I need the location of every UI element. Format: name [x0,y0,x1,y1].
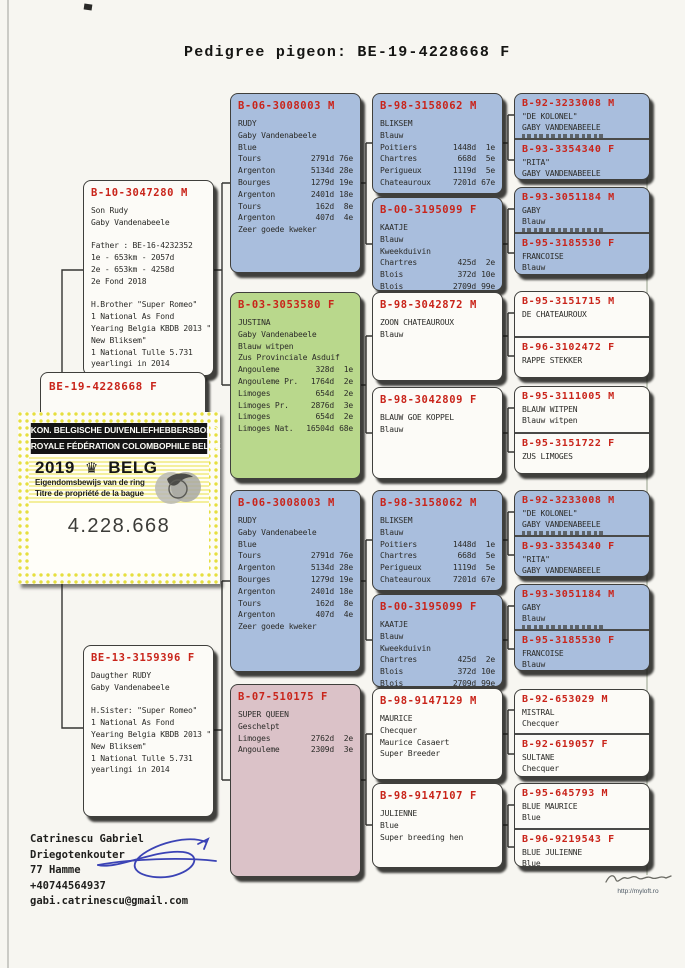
text-line: Blue [380,820,399,830]
ring-number: B-95-3185530 F [522,238,615,249]
text-line: 2e - 653km - 4258d [91,264,175,274]
pedigree-box-bliksem-bottom [372,490,503,591]
clipped-text-artifact [522,134,606,138]
pedigree-group-7 [514,689,650,777]
text-line: Blauw [380,424,404,434]
text-line: Blue [238,539,257,549]
text-line: "DE KOLONEL" [522,509,578,518]
ring-number: B-93-3051184 M [522,589,615,600]
text-line: JUSTINA [238,318,271,327]
stamp-year: 2019 [35,458,75,477]
text-line: GABY VANDENABEELE [522,565,601,575]
ring-number: B-07-510175 F [238,691,328,703]
text-line: H.Brother "Super Romeo" [91,300,198,310]
pedigree-box-de-kolonel [515,94,649,138]
text-line: KAATJE [380,620,408,629]
pedigree-group-4 [514,386,650,474]
pedigree-group-6 [514,584,650,671]
result-row: Limoges Nat. 16504d 68e [238,424,353,434]
ring-number: B-92-653029 M [522,694,609,705]
text-line: FRANCOISE [522,649,564,658]
stamp-inner [29,423,221,573]
ring-number: B-98-3042872 M [380,299,477,311]
clipped-text-artifact [522,625,606,629]
ring-number: B-00-3195099 F [380,601,477,613]
result-row: Blois 2709d 99e [380,281,495,291]
pigeon-seal-icon [149,465,207,507]
pedigree-box-mistral [515,690,649,733]
text-line: Blue [522,812,541,822]
pedigree-box-zus-limoges [515,432,649,474]
result-row: Perigueux 1119d 5e [380,563,495,573]
text-line: 1e - 653km - 2057d [91,253,175,263]
stamp-country: BELG [108,458,158,477]
result-row: Blois 372d 10e [380,667,495,677]
text-line: Daugther RUDY [91,671,152,680]
text-line: Gaby Vandenabeele [238,329,317,339]
text-line: Blauw [522,216,546,226]
text-line: Gaby Vandenabeele [91,217,170,227]
ring-number: B-95-3151722 F [522,438,615,449]
text-line: Blauw [522,613,546,623]
clipped-text-artifact [522,228,606,232]
ring-number: BE-13-3159396 F [91,652,195,664]
contact-line: Driegotenkouter [30,848,125,861]
text-line: RUDY [238,516,257,525]
text-line: BLUE MAURICE [522,802,578,811]
contact-line: Catrinescu Gabriel [30,833,144,845]
text-line: "RITA" [522,158,550,167]
federation-stamp [18,412,220,584]
text-line: Blauw witpen [238,341,294,351]
result-row: Argenton 5134d 28e [238,563,353,573]
result-row: Limoges 654d 2e [238,412,353,422]
text-line: FRANCOISE [522,252,564,261]
text-line [91,288,206,300]
text-line: DE CHATEAUROUX [522,310,587,319]
text-line: Blauw witpen [522,415,578,425]
text-line: GABY VANDENABEELE [522,519,601,529]
text-line: 2e Fond 2018 [91,276,147,286]
ring-number: B-93-3051184 M [522,192,615,203]
pedigree-box-sultane [515,733,649,777]
stamp-stripe-area [29,455,209,503]
text-line: BLIKSEM [380,119,413,128]
pedigree-box-rudy-bottom [230,490,361,672]
myloft-signature-icon [602,870,674,886]
ring-number: B-98-3158062 M [380,100,477,112]
pedigree-group-3 [514,291,650,378]
contact-line: +40744564937 [30,879,106,892]
result-row: Argenton 407d 4e [238,610,353,620]
ring-number: B-06-3008003 M [238,100,335,112]
ring-number: BE-19-4228668 F [49,380,158,393]
ring-number: B-00-3195099 F [380,204,477,216]
pedigree-box-rita-2 [515,535,649,577]
result-row: Tours 2791d 76e [238,551,353,561]
text-line: Blauw [380,234,404,244]
result-row: Poitiers 1448d 1e [380,142,495,152]
ring-number: B-98-3158062 M [380,497,477,509]
pedigree-box-gaby-2 [515,585,649,629]
result-row: Angouleme 328d 1e [238,365,353,375]
text-line: Checquer [380,725,417,735]
result-row: Argenton 407d 4e [238,213,353,223]
pedigree-box-julienne [372,783,503,868]
text-line: Geschelpt [238,721,280,731]
pedigree-box-blauw-witpen [515,387,649,432]
ring-number: B-06-3008003 M [238,497,335,509]
result-row: Blois 2709d 99e [380,678,495,687]
text-line [91,694,206,706]
text-line: Maurice Casaert [380,737,450,747]
result-row: Argenton 2401d 18e [238,189,353,199]
handwritten-signature [86,830,221,892]
text-line: Super breeding hen [380,832,464,842]
text-line: Blauw [380,130,404,140]
text-line: New Bliksem" [91,335,147,345]
pedigree-box-justina [230,292,361,479]
text-line: Yearing Belgia KBDB 2013 " [91,729,212,739]
contact-line: gabi.catrinescu@gmail.com [30,895,189,907]
text-line: RUDY [238,119,257,128]
stamp-ring-number: 4.228.668 [29,503,209,538]
ring-number: B-98-3042809 F [380,394,477,406]
page-title: Pedigree pigeon: BE-19-4228668 F [184,44,511,61]
stamp-ownership-nl: Eigendomsbewijs van de ring [35,478,145,487]
ring-number: B-92-3233008 M [522,495,615,506]
text-line: 1 National Tulle 5.731 [91,347,193,357]
result-row: Angouleme Pr. 1764d 2e [238,376,353,386]
text-line: Kweekduivin [380,246,431,256]
text-line: Blauw [380,631,404,641]
pedigree-box-de-chateauroux [515,292,649,336]
text-line: yearlingi in 2014 [91,765,170,775]
text-line: Zeer goede kweker [238,225,317,235]
text-line: Blauw [380,329,404,339]
text-line: SUPER QUEEN [238,710,289,719]
pedigree-box-super-queen [230,684,361,877]
text-line: Checquer [522,718,559,728]
result-row: Tours 162d 8e [238,201,353,211]
text-line [91,229,206,241]
stamp-federation-name-fr: ROYALE FÉDÉRATION COLOMBOPHILE BELGE [31,439,207,454]
text-line: Blauw [522,659,546,669]
result-row: Perigueux 1119d 5e [380,166,495,176]
text-line: Father : BE-16-4232352 [91,241,193,251]
pedigree-box-rudy-top [230,93,361,273]
result-row: Limoges 654d 2e [238,388,353,398]
text-line: GABY [522,206,541,215]
contact-line: 77 Hamme [30,864,81,876]
pedigree-box-mother [83,645,214,817]
pedigree-box-father [83,180,214,376]
result-row: Argenton 2401d 18e [238,586,353,596]
pedigree-box-bliksem-top [372,93,503,194]
result-row: Chartres 668d 5e [380,551,495,561]
pedigree-box-maurice [372,688,503,780]
text-line: BLAUW WITPEN [522,405,578,414]
result-row: Bourges 1279d 19e [238,177,353,187]
ring-number: B-95-3151715 M [522,296,615,307]
text-line: "RITA" [522,555,550,564]
pedigree-box-kaatje-top [372,197,503,291]
pedigree-box-blauw-goe-koppel [372,387,503,479]
ring-number: B-92-619057 F [522,739,609,750]
pedigree-box-rappe-stekker [515,336,649,378]
text-line: ZOON CHATEAUROUX [380,318,454,327]
pedigree-group-5 [514,490,650,577]
pedigree-box-francoise-2 [515,629,649,671]
ring-number: B-92-3233008 M [522,98,615,109]
stamp-federation-name-nl: KON. BELGISCHE DUIVENLIEFHEBBERSBOND [31,423,207,438]
text-line: 1 National Tulle 5.731 [91,753,193,763]
text-line: Gaby Vandenabeele [91,682,170,692]
ring-number: B-93-3354340 F [522,541,615,552]
text-line: MAURICE [380,714,413,723]
text-line: GABY [522,603,541,612]
text-line: Gaby Vandenabeele [238,527,317,537]
text-line: JULIENNE [380,809,417,818]
clipped-text-artifact [522,274,606,275]
text-line: H.Sister: "Super Romeo" [91,706,198,716]
ring-number: B-10-3047280 M [91,187,188,199]
text-line: BLIKSEM [380,516,413,525]
text-line: MISTRAL [522,708,555,717]
text-line: Yearing Belgia KBDB 2013 " [91,323,212,333]
result-row: Angouleme 2309d 3e [238,745,353,755]
result-row: Tours 2791d 76e [238,154,353,164]
ring-number: B-96-9219543 F [522,834,615,845]
ring-number: B-95-3185530 F [522,635,615,646]
text-line: Zeer goede kweker [238,622,317,632]
result-row: Limoges Pr. 2876d 3e [238,400,353,410]
text-line: Super Breeder [380,749,441,759]
text-line: BLAUW GOE KOPPEL [380,413,454,422]
pedigree-group-8 [514,783,650,867]
result-row: Tours 162d 8e [238,598,353,608]
result-row: Chartres 425d 2e [380,655,495,665]
text-line: Blauw [522,262,546,272]
myloft-url: http://myloft.ro [617,888,659,895]
pedigree-box-rita [515,138,649,180]
text-line: Kweekduivin [380,643,431,653]
result-row: Blois 372d 10e [380,270,495,280]
ring-number: B-95-3111005 M [522,391,615,402]
result-row: Chartres 425d 2e [380,258,495,268]
text-line: SULTANE [522,753,555,762]
text-line: GABY VANDENABEELE [522,122,601,132]
pedigree-box-kaatje-bottom [372,594,503,687]
text-line: "DE KOLONEL" [522,112,578,121]
pedigree-box-francoise [515,232,649,275]
clipped-text-artifact [522,531,606,535]
crown-icon: ♛ [84,460,99,477]
pedigree-box-blue-maurice [515,784,649,828]
text-line: 1 National As Fond [91,718,175,728]
stamp-ownership-fr: Titre de propriété de la bague [35,488,144,498]
text-line: 1 National As Fond [91,312,175,322]
result-row: Chateauroux 7201d 67e [380,177,495,187]
ring-number: B-03-3053580 F [238,299,335,311]
pedigree-group-2 [514,187,650,275]
text-line: Zus Provinciale Asduif [238,353,340,363]
text-line: ZUS LIMOGES [522,452,573,461]
text-line: Blue [238,142,257,152]
text-line: BLUE JULIENNE [522,848,583,857]
result-row: Chateauroux 7201d 67e [380,574,495,584]
text-line: RAPPE STEKKER [522,356,583,365]
ring-number: B-98-9147129 M [380,695,477,707]
ring-number: B-93-3354340 F [522,144,615,155]
result-row: Limoges 2762d 2e [238,733,353,743]
text-line: KAATJE [380,223,408,232]
pedigree-box-zoon-chateauroux [372,292,503,381]
myloft-mark [588,870,685,895]
ring-number: B-95-645793 M [522,788,609,799]
text-line: Son Rudy [91,206,128,215]
text-line: New Bliksem" [91,741,147,751]
pedigree-box-de-kolonel-2 [515,491,649,535]
text-line: Checquer [522,763,559,773]
ring-number: B-96-3102472 F [522,342,615,353]
result-row: Chartres 668d 5e [380,154,495,164]
text-line: yearlingi in 2014 [91,359,170,369]
text-line: Blauw [380,527,404,537]
ring-number: B-98-9147107 F [380,790,477,802]
result-row: Argenton 5134d 28e [238,166,353,176]
result-row: Poitiers 1448d 1e [380,539,495,549]
text-line: GABY VANDENABEELE [522,168,601,178]
pedigree-group-1 [514,93,650,180]
text-line: Gaby Vandenabeele [238,130,317,140]
result-row: Bourges 1279d 19e [238,574,353,584]
pedigree-box-blue-julienne [515,828,649,867]
pedigree-box-gaby [515,188,649,232]
text-line: Blue [522,858,541,867]
